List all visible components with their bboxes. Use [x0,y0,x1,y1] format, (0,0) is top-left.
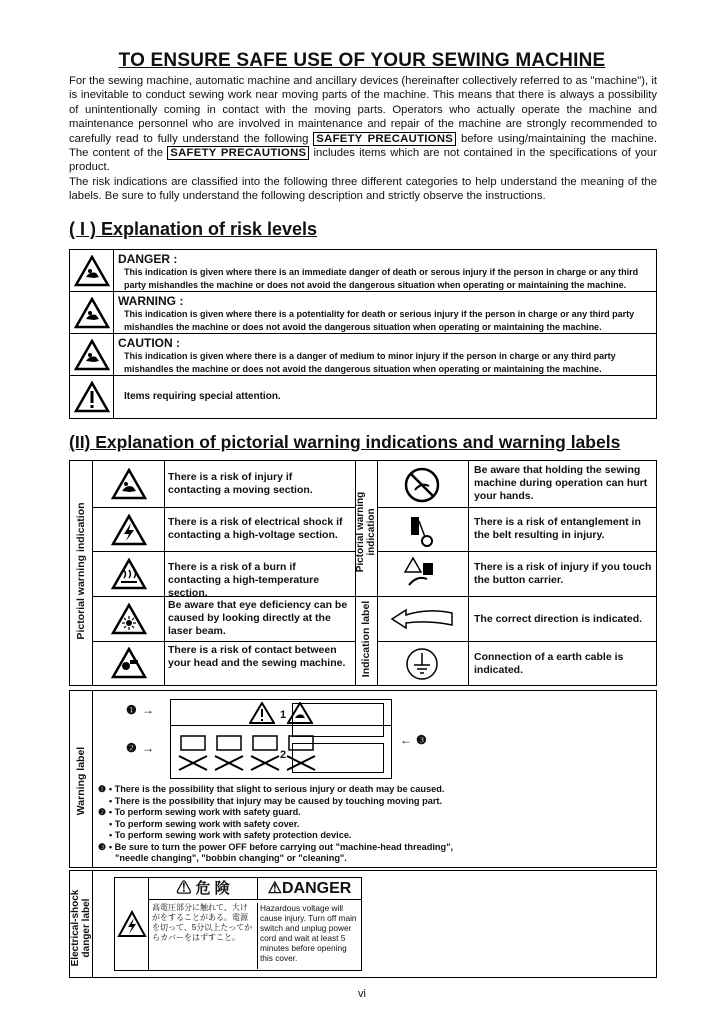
risk-row-danger [70,250,656,292]
note-line: • To perform sewing work with safety guard. [108,807,301,817]
risk-desc: This indication is given where there is a potentiality for death or serious injury if the person in charge or any third party mishandles the machine or does not avoid the dangerous situation when operating or maintaining the machine. [124,309,635,332]
earth-ground-icon [402,644,442,684]
pictorial-text: Be aware that eye deficiency can be caused by looking directly at the laser beam. [168,599,348,637]
electrical-side-label-2: danger label [81,898,92,958]
risk-row-caution [70,334,656,376]
pictorial-text: The correct direction is indicated. [474,613,643,625]
section1-heading: ( I ) Explanation of risk levels [69,219,318,239]
warning-label-section: Warning label ❶ → ❷ → 1 2 ← ❸ ❶ • There is the possibility that slight to serious injury or death may be caused. • There is the possibility that injury may be caused by touching moving part. ❷ • To perform sewing work with safety guard. • To perform sewing work with safety cover. • To perform sewing work with safety protection device. ❸ • Be sure to turn the power OFF before carrying out "machine-head threading", "needle changing", "bobbin changing" or "cleaning". [69,690,657,868]
high-voltage-icon [115,878,149,970]
pictorial-text: There is a risk of injury if you touch the button carrier. [474,561,652,586]
electrical-side-label [70,885,92,971]
jp-danger-text: 高電圧部分に触れて、大けがをすることがある。電源を切って、5分以上たってからカバーをはずすこと。 [152,903,253,942]
intro-text [69,74,657,204]
note-marker: ❶ [98,784,107,794]
section2-heading: (II) Explanation of pictorial warning indications and warning labels [69,432,621,452]
no-guard-icon [177,732,209,772]
risk-row-warning [70,292,656,334]
hot-surface-icon [110,555,148,593]
high-voltage-icon [110,511,148,549]
warning-label-side: Warning label [75,746,87,816]
pictorial-text: There is a risk of contact between your head and the sewing machine. [168,644,346,669]
service-icons-graphic [292,743,384,773]
pictorial-side-label: Pictorial warning indication [75,502,87,640]
exclamation-triangle-icon [70,376,114,418]
laser-beam-icon [110,600,148,638]
indication-label: Indication label [360,600,372,678]
risk-desc: This indication is given where there is an immediate danger of death or serous injury if the person in charge or any third party mishandles the machine or does not avoid the dangerous situation when operating or maintaining the machine. [124,267,639,290]
power-off-graphic [292,703,384,737]
risk-desc: This indication is given where there is a danger of medium to minor injury if the person in charge or any third party mishandles the machine or does not avoid the dangerous situation when operating or maintaining the machine. [124,351,616,374]
electrical-shock-label-section [69,870,657,978]
hand-hazard-icon [70,292,114,333]
page-number: vi [358,988,366,1000]
pictorial-mid-label: Pictorial warning indication [355,491,377,573]
safety-precautions-box: SAFETY PRECAUTIONS [167,146,309,160]
en-danger-title: ⚠DANGER [257,878,361,900]
intro-para2: The risk indications are classified into the following three different categories to help understand the meaning of the labels. Be sure to fully understand the following description and strictly observe the instructions. [69,175,657,203]
pictorial-warning-table [69,460,657,686]
risk-head: CAUTION : [118,336,180,350]
exclamation-triangle-icon [249,702,275,724]
intro-para1-b: before using/maintaining the machine. The content of the [69,132,657,160]
note-line: • Be sure to turn the power OFF before carrying out "machine-head threading", [108,841,454,852]
head-contact-icon [110,644,148,682]
note-line: • There is the possibility that slight to serious injury or death may be caused. [108,784,445,794]
marker-3: ❸ [416,733,427,747]
risk-head: DANGER : [118,252,178,266]
intro-para1-c: includes items which are not contained in the specifications of your product. [69,147,657,174]
jp-danger-title: ⚠ 危 険 [149,878,257,900]
label-step-1: 1 [280,709,287,721]
pictorial-text: There is a risk of injury if contacting a moving section. [168,471,313,496]
no-holding-icon [402,465,442,505]
electrical-side-label-1: Electrical-shock [70,889,81,967]
pictorial-text: There is a risk of a burn if contacting a high-temperature section. [168,561,320,599]
marker-1: ❶ [126,703,137,717]
en-danger-text: Hazardous voltage will cause injury. Turn off main switch and unplug power cord and wait at least 5 minutes before opening this cover. [257,903,357,969]
moving-part-hand-icon [110,465,148,503]
pictorial-text: There is a risk of entanglement in the belt resulting in injury. [474,516,641,541]
note-line: • There is the possibility that injury may be caused by touching moving part. [109,795,443,806]
direction-arrow-icon [386,600,460,638]
button-carrier-icon [402,554,442,594]
note-line: • To perform sewing work with safety protection device. [109,830,352,840]
note-marker: ❷ [98,807,107,817]
risk-head: WARNING : [118,294,184,308]
no-protection-icon [249,732,281,772]
hand-hazard-icon [70,250,114,291]
electrical-label-graphic [114,877,362,971]
marker-2: ❷ [126,741,137,755]
no-cover-icon [213,732,245,772]
safety-precautions-box: SAFETY PRECAUTIONS [313,132,456,146]
risk-desc: Items requiring special attention. [124,390,281,402]
pictorial-text: There is a risk of electrical shock if contacting a high-voltage section. [168,516,343,541]
hand-hazard-icon [70,334,114,375]
risk-row-attention [70,376,656,418]
page-title: TO ENSURE SAFE USE OF YOUR SEWING MACHINE [118,50,606,71]
belt-entanglement-icon [402,510,442,550]
note-marker: ❸ [98,841,107,852]
pictorial-text: Be aware that holding the sewing machine during operation can hurt your hands. [474,464,648,502]
pictorial-text: Connection of a earth cable is indicated. [474,651,624,676]
note-line: • To perform sewing work with safety cover. [109,818,300,829]
label-step-2: 2 [280,749,287,761]
note-line: "needle changing", "bobbin changing" or "cleaning". [115,853,347,863]
warning-notes [98,784,654,865]
intro-para1-a: For the sewing machine, automatic machine and ancillary devices (hereinafter collectively referred to as "machine"), it is inevitable to conduct sewing work near moving parts of the machine. This means that there is always a possibility of unintentionally coming in contact with the moving parts. Operators who actually operate the machine and maintenance personnel who are involved in maintenance and repair of the machine are strongly recommended to carefully read to fully understand the following [69,75,657,145]
risk-level-table [69,249,657,419]
